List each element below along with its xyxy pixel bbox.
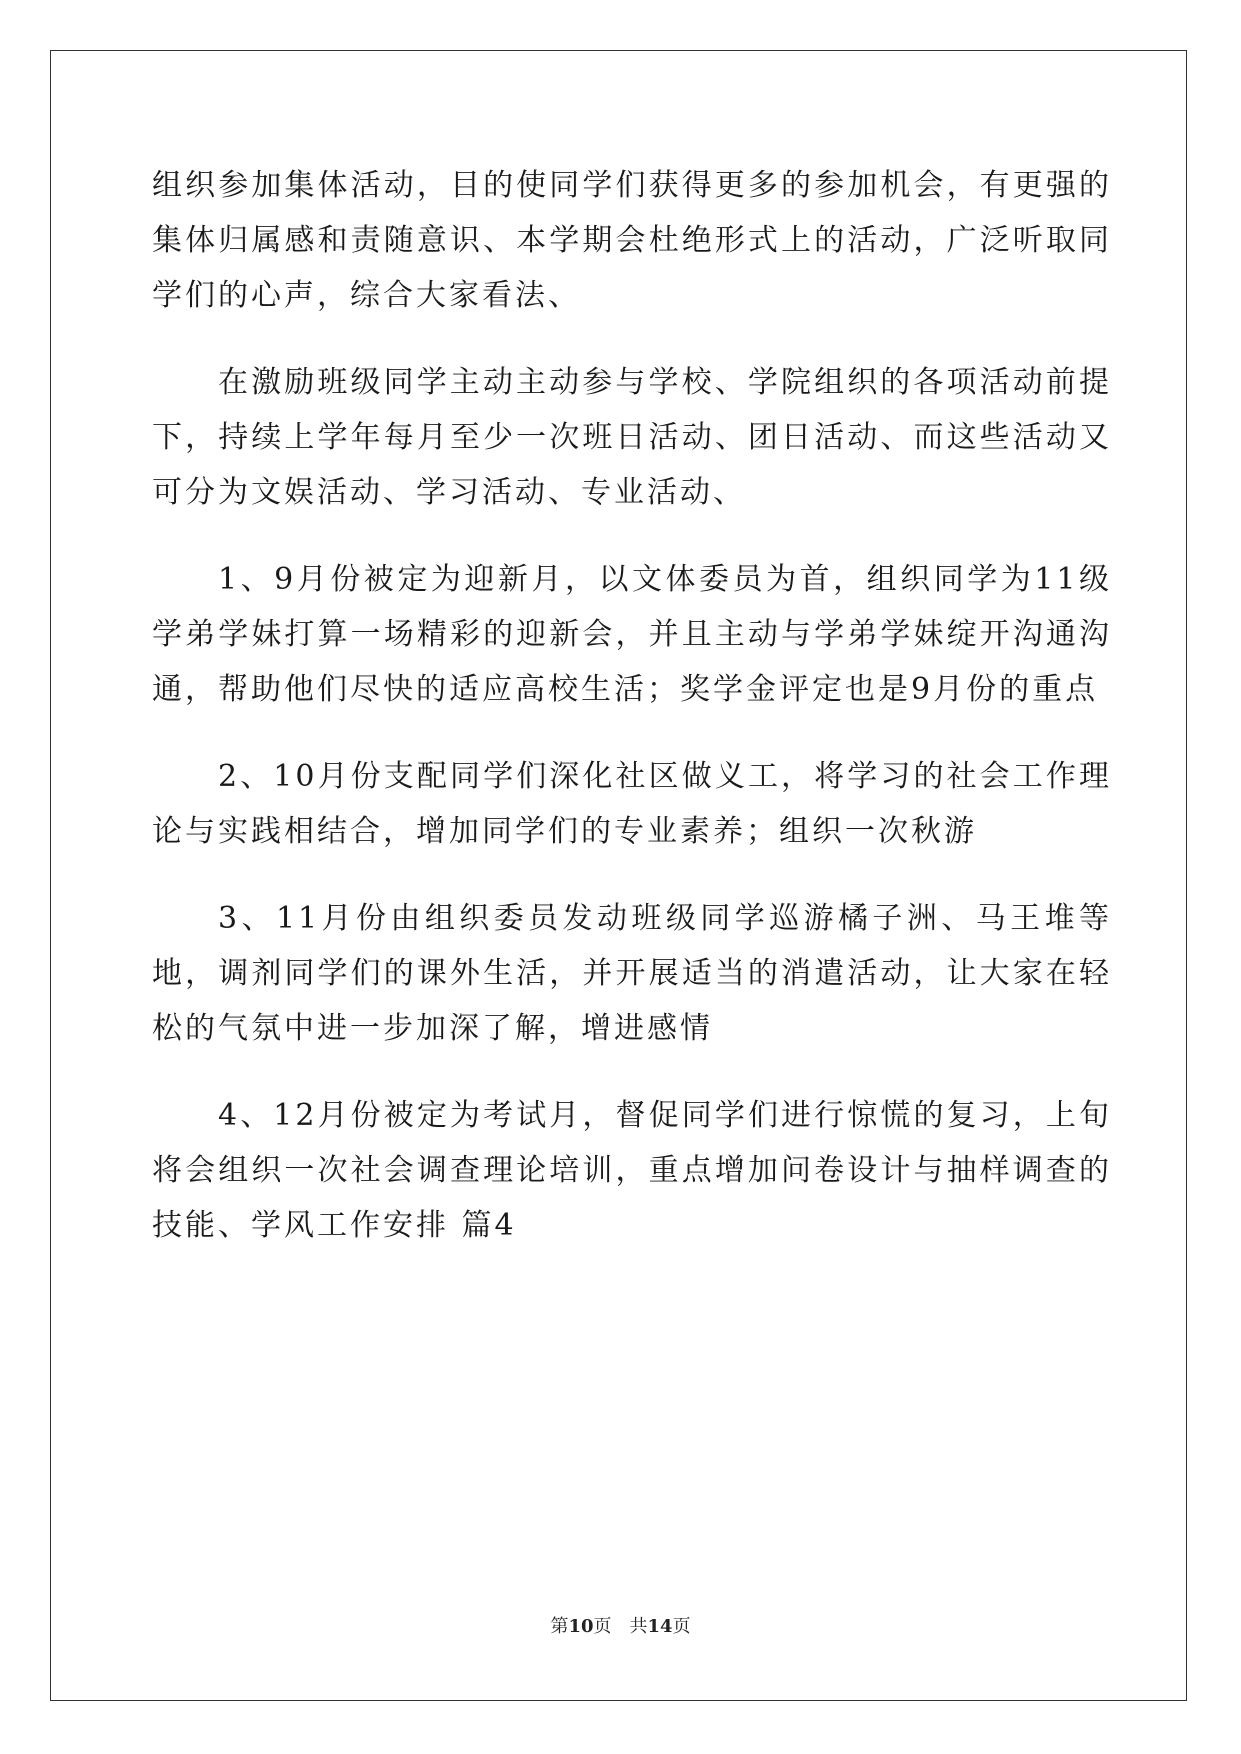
paragraph-3: 1、9月份被定为迎新月，以文体委员为首，组织同学为11级学弟学妹打算一场精彩的迎新会，并且主动与学弟学妹绽开沟通沟通，帮助他们尽快的适应高校生活；奖学金评定也是9月份的重点 — [152, 562, 1112, 707]
current-page-number: 10 — [568, 1616, 594, 1637]
paragraph-4: 2、10月份支配同学们深化社区做义工，将学习的社会工作理论与实践相结合，增加同学们的专业素养；组织一次秋游 — [152, 759, 1112, 849]
page-footer — [0, 1612, 1241, 1638]
footer-prefix: 第 — [550, 1616, 569, 1637]
document-body — [152, 158, 1112, 1285]
paragraph-6: 4、12月份被定为考试月，督促同学们进行惊慌的复习，上旬将会组织一次社会调查理论培训，重点增加问卷设计与抽样调查的技能、学风工作安排 篇4 — [152, 1098, 1112, 1243]
footer-suffix: 页 — [672, 1616, 691, 1637]
paragraph-5: 3、11月份由组织委员发动班级同学巡游橘子洲、马王堆等地，调剂同学们的课外生活，并开展适当的消遣活动，让大家在轻松的气氛中进一步加深了解，增进感情 — [152, 901, 1112, 1046]
paragraph-1: 组织参加集体活动，目的使同学们获得更多的参加机会，有更强的集体归属感和责随意识、本学期会杜绝形式上的活动，广泛听取同学们的心声，综合大家看法、 — [152, 168, 1112, 313]
total-pages-number: 14 — [647, 1616, 673, 1637]
paragraph-2: 在激励班级同学主动主动参与学校、学院组织的各项活动前提下，持续上学年每月至少一次班日活动、团日活动、而这些活动又可分为文娱活动、学习活动、专业活动、 — [152, 365, 1112, 510]
footer-middle: 页 共 — [593, 1616, 648, 1637]
